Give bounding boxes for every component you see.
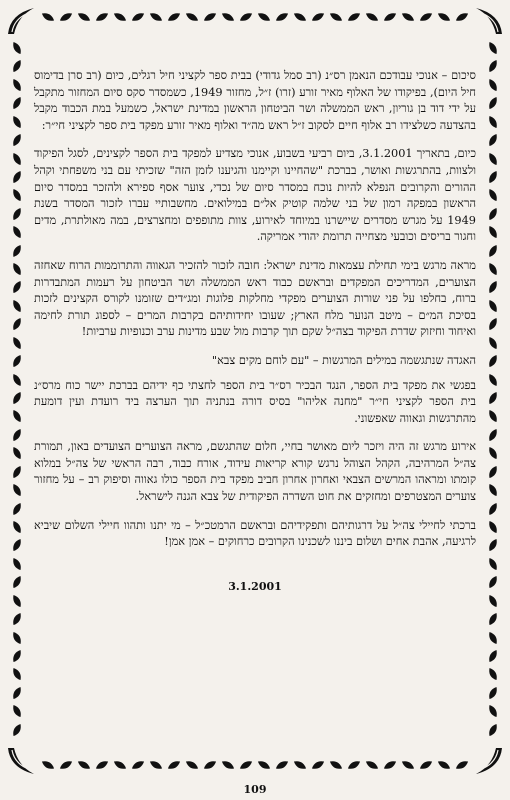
laurel-leaf-icon <box>485 279 501 295</box>
laurel-leaf-icon <box>364 757 380 773</box>
laurel-leaf-icon <box>418 757 434 773</box>
right-border-laurel <box>482 40 504 738</box>
laurel-leaf-icon <box>485 519 501 535</box>
corner-ornament-icon <box>472 744 506 778</box>
laurel-leaf-icon <box>485 132 501 148</box>
laurel-leaf-icon <box>418 9 434 25</box>
laurel-leaf-icon <box>485 390 501 406</box>
laurel-leaf-icon <box>220 9 236 25</box>
laurel-leaf-icon <box>9 169 25 185</box>
laurel-leaf-icon <box>76 757 92 773</box>
laurel-leaf-icon <box>485 353 501 369</box>
laurel-leaf-icon <box>485 630 501 646</box>
document-body <box>34 68 476 595</box>
laurel-leaf-icon <box>346 9 362 25</box>
laurel-leaf-icon <box>40 9 56 25</box>
laurel-leaf-icon <box>202 757 218 773</box>
laurel-leaf-icon <box>130 9 146 25</box>
laurel-leaf-icon <box>9 40 25 56</box>
laurel-leaf-icon <box>202 9 218 25</box>
laurel-leaf-icon <box>346 757 362 773</box>
laurel-leaf-icon <box>9 611 25 627</box>
laurel-leaf-icon <box>9 132 25 148</box>
laurel-leaf-icon <box>485 574 501 590</box>
laurel-leaf-icon <box>485 408 501 424</box>
page-number: 109 <box>243 783 267 796</box>
laurel-leaf-icon <box>9 279 25 295</box>
laurel-leaf-icon <box>485 666 501 682</box>
laurel-leaf-icon <box>485 243 501 259</box>
laurel-leaf-icon <box>9 482 25 498</box>
laurel-leaf-icon <box>9 630 25 646</box>
laurel-leaf-icon <box>485 556 501 572</box>
laurel-leaf-icon <box>485 464 501 480</box>
laurel-leaf-icon <box>9 372 25 388</box>
laurel-leaf-icon <box>485 501 501 517</box>
laurel-leaf-icon <box>310 757 326 773</box>
laurel-leaf-icon <box>238 757 254 773</box>
laurel-leaf-icon <box>9 593 25 609</box>
laurel-leaf-icon <box>485 58 501 74</box>
laurel-leaf-icon <box>485 537 501 553</box>
laurel-leaf-icon <box>9 187 25 203</box>
laurel-leaf-icon <box>9 95 25 111</box>
laurel-leaf-icon <box>9 648 25 664</box>
laurel-leaf-icon <box>485 261 501 277</box>
corner-ornament-icon <box>472 4 506 38</box>
laurel-leaf-icon <box>9 206 25 222</box>
laurel-leaf-icon <box>485 335 501 351</box>
laurel-leaf-icon <box>436 757 452 773</box>
laurel-leaf-icon <box>485 611 501 627</box>
paragraph-salute: כיום, בתאריך 3.1.2001, ביום רביעי בשבוע, אנוכי מצדיע למפקד בית הספר לקצינים, לסגל הפיקוד ולצוות, בהתרגשות ואושר, בברכת "שהחיינו וקיימנו והגיענו לזמן הזה" שזכיתי עם בני משפחתי וקהל ההורים והקרובים הנפלא להיות נוכח במסדר סיום של נכדי, צוער אסף ספירא ולהזכר במסדר סיום הראשון במפקה רמון של בני שלמה קוטיק אל״ם במילואים. מחשבותיי עברו לזכור המסדר בשנת 1949 על מגרש מסדרים שיישרנו במיוחד לאירוע, צוות מתופפים ומחצרצים, במה מאולתרת, מדים וחגור בריסים וכובעי מצחייה תרומת יהודי אמריקה. <box>34 147 476 244</box>
laurel-leaf-icon <box>485 427 501 443</box>
laurel-leaf-icon <box>400 757 416 773</box>
laurel-leaf-icon <box>9 464 25 480</box>
laurel-leaf-icon <box>485 187 501 203</box>
laurel-leaf-icon <box>9 353 25 369</box>
laurel-leaf-icon <box>485 95 501 111</box>
laurel-leaf-icon <box>9 224 25 240</box>
laurel-leaf-icon <box>9 537 25 553</box>
laurel-leaf-icon <box>382 757 398 773</box>
laurel-leaf-icon <box>9 722 25 738</box>
laurel-leaf-icon <box>9 556 25 572</box>
laurel-leaf-icon <box>328 9 344 25</box>
left-border-laurel <box>6 40 28 738</box>
laurel-leaf-icon <box>364 9 380 25</box>
laurel-leaf-icon <box>238 9 254 25</box>
laurel-leaf-icon <box>9 501 25 517</box>
laurel-leaf-icon <box>166 9 182 25</box>
laurel-leaf-icon <box>485 593 501 609</box>
laurel-leaf-icon <box>485 648 501 664</box>
laurel-leaf-icon <box>9 316 25 332</box>
laurel-leaf-icon <box>220 757 236 773</box>
laurel-leaf-icon <box>274 9 290 25</box>
paragraph-blessing: ברכתי לחיילי צה״ל על דרגותיהם ותפקידיהם ובראשם הרמטכ״ל – מי יתנו ותהוו חיילי השלום שיביא לרגיעה, אהבת אחים ושלום ביננו לשכנינו הקרובים כרחוקים – אמן אמן! <box>34 518 476 549</box>
laurel-leaf-icon <box>112 757 128 773</box>
laurel-leaf-icon <box>9 519 25 535</box>
laurel-leaf-icon <box>485 114 501 130</box>
laurel-leaf-icon <box>9 335 25 351</box>
laurel-leaf-icon <box>9 408 25 424</box>
laurel-leaf-icon <box>310 9 326 25</box>
laurel-leaf-icon <box>58 9 74 25</box>
laurel-leaf-icon <box>485 151 501 167</box>
laurel-leaf-icon <box>9 666 25 682</box>
paragraph-slogan: האגדה שנתגשמה במילים המרגשות – "עם לוחם מקים צבא" <box>211 353 476 367</box>
laurel-leaf-icon <box>485 703 501 719</box>
laurel-leaf-icon <box>256 9 272 25</box>
laurel-leaf-icon <box>9 298 25 314</box>
laurel-leaf-icon <box>485 40 501 56</box>
laurel-leaf-icon <box>292 757 308 773</box>
laurel-leaf-icon <box>485 298 501 314</box>
laurel-leaf-icon <box>148 9 164 25</box>
corner-ornament-icon <box>4 4 38 38</box>
laurel-leaf-icon <box>328 757 344 773</box>
laurel-leaf-icon <box>166 757 182 773</box>
laurel-leaf-icon <box>9 703 25 719</box>
bottom-border-laurel <box>40 754 470 776</box>
paragraph-summary: סיכום – אנוכי עבודכם הנאמן רס״נ (רב סמל גדודי) בבית ספר לקציני חיל רגלים, כיום (רב סרן בדימוס חיל היום), בפיקודו של האלוף מאיר זורע (זרו) ז״ל, מחזור 1949, כשמסדר סקס סיום המחזור מתקבל על ידי דוד בן גוריון, ראש הממשלה ושר הביטחון הראשון במדינת ישראל, כשמעל במת הכבוד מקבל בהצדעה כשלצידו רב אלוף חיים לסקוב ז״ל ראש מה״ד ואלוף מאיר זורע מפקד בית ספר לקציני חי״ר: <box>34 69 476 132</box>
laurel-leaf-icon <box>485 722 501 738</box>
laurel-leaf-icon <box>454 757 470 773</box>
laurel-leaf-icon <box>184 757 200 773</box>
laurel-leaf-icon <box>485 206 501 222</box>
laurel-leaf-icon <box>400 9 416 25</box>
laurel-leaf-icon <box>58 757 74 773</box>
laurel-leaf-icon <box>9 58 25 74</box>
laurel-leaf-icon <box>9 685 25 701</box>
laurel-leaf-icon <box>9 445 25 461</box>
laurel-leaf-icon <box>9 114 25 130</box>
laurel-leaf-icon <box>9 574 25 590</box>
paragraph-memory: מראה מרגש בימי תחילת עצמאות מדינת ישראל: חובה לזכור להזכיר הגאווה והתרוממות הרוח שאחזה הצוערים, המדריכים המפקדים ובראשם כבוד ראש הממשלה ושר הביטחון על רעמות המתבדרות ברוח, בחלפו על פני שורות הצוערים מפקדי מחלקות פלוגות ומג״דים שזומנו לקורס הקצינים לזכות בסיכת המ״ם – מיטב הנוער מלח הארץ; שעובו יחידותיהם בקרבות המרים – לספוג תורת לחימה ואיחוד וחיזוק שדרת הפיקוד בצה״ל שקם תוך קרבות מול שבע מדינות ערב וכנופיות ערביות! <box>34 258 476 339</box>
laurel-leaf-icon <box>485 445 501 461</box>
laurel-leaf-icon <box>256 757 272 773</box>
laurel-leaf-icon <box>485 224 501 240</box>
laurel-leaf-icon <box>9 261 25 277</box>
laurel-leaf-icon <box>94 9 110 25</box>
laurel-leaf-icon <box>76 9 92 25</box>
laurel-leaf-icon <box>9 151 25 167</box>
laurel-leaf-icon <box>274 757 290 773</box>
laurel-leaf-icon <box>485 685 501 701</box>
laurel-leaf-icon <box>148 757 164 773</box>
document-date: 3.1.2001 <box>228 579 282 593</box>
laurel-leaf-icon <box>485 372 501 388</box>
laurel-leaf-icon <box>485 316 501 332</box>
laurel-leaf-icon <box>9 390 25 406</box>
laurel-leaf-icon <box>112 9 128 25</box>
laurel-leaf-icon <box>9 427 25 443</box>
top-border-laurel <box>40 6 470 28</box>
laurel-leaf-icon <box>436 9 452 25</box>
laurel-leaf-icon <box>382 9 398 25</box>
laurel-leaf-icon <box>9 77 25 93</box>
laurel-leaf-icon <box>485 482 501 498</box>
laurel-leaf-icon <box>40 757 56 773</box>
laurel-leaf-icon <box>184 9 200 25</box>
laurel-leaf-icon <box>454 9 470 25</box>
laurel-leaf-icon <box>94 757 110 773</box>
laurel-leaf-icon <box>485 77 501 93</box>
paragraph-event: אירוע מרגש זה היה ויזכר ליום מאושר בחיי, חלום שהתגשם, מראה הצוערים הצועדים באון, תמורת צה״ל המרהיבה, הקהל הצוהל נרגש קורא קריאות עידוד, אורח כבוד, רבה הראשי של צה״ל במלוא קומתו ומראהו המרשים הצבאי ואחרון אחרון חביב מפקד בית הספר כולו גאווה וסיפוק רב – על מחזור צוערים המצטרפים ומחזקים את חוט השדרה הפיקודית של צבא הגנה לישראל. <box>34 440 476 504</box>
laurel-leaf-icon <box>130 757 146 773</box>
laurel-leaf-icon <box>485 169 501 185</box>
laurel-leaf-icon <box>9 243 25 259</box>
laurel-leaf-icon <box>292 9 308 25</box>
paragraph-meeting: בפגשי את מפקד בית הספר, הנגד הבכיר רס״ר בית הספר לחצתי כף ידיהם בברכת יישר כוח מרס״נ בית הספר לקציני חי״ר "מחנה אליהו" בסיס דורה בנתניה תוך הערצה ביד רועדת ועין דומעת מהתרגשות וגאווה שאפשוני. <box>34 378 476 425</box>
corner-ornament-icon <box>4 744 38 778</box>
